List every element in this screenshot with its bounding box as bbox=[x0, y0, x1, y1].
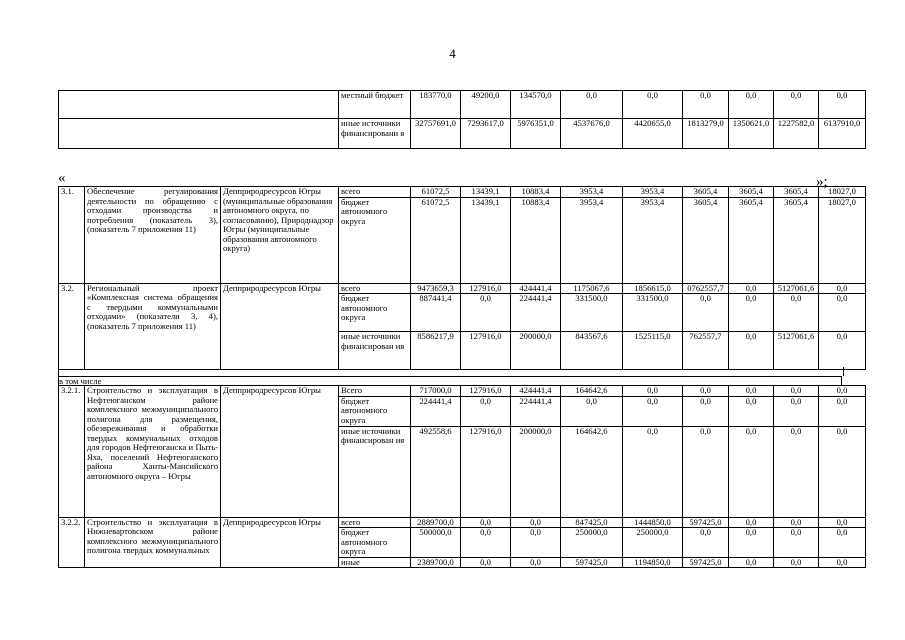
value-cell: 0,0 bbox=[461, 517, 511, 528]
table-row bbox=[59, 517, 866, 528]
value-cell: 0,0 bbox=[774, 91, 819, 119]
value-cell: 1350621,0 bbox=[729, 119, 774, 149]
value-cell: 0,0 bbox=[683, 386, 729, 397]
source-cell: Всего bbox=[339, 386, 411, 397]
value-cell: 3953,4 bbox=[561, 187, 623, 198]
value-cell: 0,0 bbox=[683, 528, 729, 558]
value-cell: 0,0 bbox=[819, 91, 866, 119]
executor: Депприродресурсов Югры (муниципальные образования автономного округа, по согласованию), Природнадзор Югры (муниципальные образования автономного округа) bbox=[221, 187, 339, 284]
value-cell: 331500,0 bbox=[561, 294, 623, 332]
value-cell: 250000,0 bbox=[623, 528, 683, 558]
value-cell: 1813279,0 bbox=[683, 119, 729, 149]
value-cell: 0,0 bbox=[623, 396, 683, 426]
value-cell: 0,0 bbox=[819, 517, 866, 528]
value-cell: 597425,0 bbox=[561, 557, 623, 568]
closing-quote: »; bbox=[816, 174, 828, 190]
table-row bbox=[59, 386, 866, 397]
executor: Депприродресурсов Югры bbox=[221, 283, 339, 370]
value-cell: 200000,0 bbox=[511, 426, 561, 517]
measure-name: Строительство и эксплуатация в Нижневартовском районе комплексного межмуниципального полигона твердых коммунальных bbox=[85, 517, 221, 568]
value-cell: 0,0 bbox=[819, 426, 866, 517]
value-cell: 717000,0 bbox=[411, 386, 461, 397]
value-cell: 0,0 bbox=[774, 517, 819, 528]
value-cell: 0,0 bbox=[774, 396, 819, 426]
value-cell: 18027,0 bbox=[819, 197, 866, 283]
value-cell: 1227582,0 bbox=[774, 119, 819, 149]
value-cell: 2389700,0 bbox=[411, 557, 461, 568]
value-cell: 0,0 bbox=[774, 426, 819, 517]
value-cell: 0,0 bbox=[774, 386, 819, 397]
value-cell: 61072,5 bbox=[411, 187, 461, 198]
value-cell: 424441,4 bbox=[511, 386, 561, 397]
table-gap bbox=[58, 367, 844, 376]
value-cell: 3953,4 bbox=[561, 197, 623, 283]
value-cell: 0,0 bbox=[461, 294, 511, 332]
value-cell: 0,0 bbox=[561, 91, 623, 119]
value-cell: 0,0 bbox=[511, 528, 561, 558]
value-cell: 492558,6 bbox=[411, 426, 461, 517]
value-cell: 331500,0 bbox=[623, 294, 683, 332]
executor: Депприродресурсов Югры bbox=[221, 517, 339, 568]
value-cell: 2889700,0 bbox=[411, 517, 461, 528]
row-number: 3.2. bbox=[59, 283, 85, 370]
executor: Депприродресурсов Югры bbox=[221, 386, 339, 518]
source-cell: бюджет автономного округа bbox=[339, 528, 411, 558]
value-cell: 10883,4 bbox=[511, 197, 561, 283]
value-cell: 0,0 bbox=[819, 332, 866, 370]
blank-cell bbox=[59, 91, 339, 119]
value-cell: 424441,4 bbox=[511, 283, 561, 294]
value-cell: 0,0 bbox=[729, 294, 774, 332]
value-cell: 0,0 bbox=[729, 557, 774, 568]
source-cell: бюджет автономного округа bbox=[339, 396, 411, 426]
value-cell: 0,0 bbox=[461, 528, 511, 558]
value-cell: 0,0 bbox=[461, 557, 511, 568]
value-cell: 0,0 bbox=[623, 91, 683, 119]
source-cell: бюджет автономного округа bbox=[339, 197, 411, 283]
row-number: 3.1. bbox=[59, 187, 85, 284]
value-cell: 127916,0 bbox=[461, 386, 511, 397]
page-number: 4 bbox=[449, 46, 456, 61]
value-cell: 0,0 bbox=[819, 557, 866, 568]
source-cell: всего bbox=[339, 517, 411, 528]
value-cell: 0,0 bbox=[683, 426, 729, 517]
value-cell: 200000,0 bbox=[511, 332, 561, 370]
value-cell: 0,0 bbox=[819, 396, 866, 426]
measure-name: Строительство и эксплуатация в Нефтеюганском районе комплексного межмуниципального полигона для размещения, обезвреживания и обработки твердых коммунальных отходов для городов Нефтеюганска и Пыть-Яха, поселений Нефтеюганского района Ханты-Мансийского автономного округа – Югры bbox=[85, 386, 221, 518]
value-cell: 13439,1 bbox=[461, 197, 511, 283]
value-cell: 0,0 bbox=[774, 294, 819, 332]
value-cell: 134570,0 bbox=[511, 91, 561, 119]
source-cell: иные источники финансировани я bbox=[339, 119, 411, 149]
value-cell: 1194850,0 bbox=[623, 557, 683, 568]
measure-name: Обеспечение регулирования деятельности по обращению с отходами производства и потребления (показатель 3), (показатель 7 приложения 11) bbox=[85, 187, 221, 284]
value-cell: 7293617,0 bbox=[461, 119, 511, 149]
value-cell: 762557,7 bbox=[683, 332, 729, 370]
value-cell: 224441,4 bbox=[411, 396, 461, 426]
value-cell: 0,0 bbox=[819, 386, 866, 397]
value-cell: 49200,0 bbox=[461, 91, 511, 119]
source-cell: местный бюджет bbox=[339, 91, 411, 119]
row-number: 3.2.1. bbox=[59, 386, 85, 518]
value-cell: 0,0 bbox=[729, 396, 774, 426]
source-cell: всего bbox=[339, 283, 411, 294]
value-cell: 32757691,0 bbox=[411, 119, 461, 149]
value-cell: 4420655,0 bbox=[623, 119, 683, 149]
value-cell: 0,0 bbox=[511, 517, 561, 528]
value-cell: 0,0 bbox=[561, 396, 623, 426]
value-cell: 1856615,0 bbox=[623, 283, 683, 294]
source-cell: всего bbox=[339, 187, 411, 198]
value-cell: 843567,6 bbox=[561, 332, 623, 370]
including-label: в том числе bbox=[58, 376, 842, 385]
value-cell: 13439,1 bbox=[461, 187, 511, 198]
source-cell: иные bbox=[339, 557, 411, 568]
value-cell: 0,0 bbox=[683, 396, 729, 426]
measure-name: Региональный проект «Комплексная система обращения с твердыми коммунальными отходами» (показатели 3, 4), (показатель 7 приложения 11) bbox=[85, 283, 221, 370]
value-cell: 0,0 bbox=[461, 396, 511, 426]
value-cell: 0,0 bbox=[729, 426, 774, 517]
value-cell: 127916,0 bbox=[461, 283, 511, 294]
main-table-lower bbox=[58, 385, 866, 568]
value-cell: 0,0 bbox=[819, 283, 866, 294]
value-cell: 3605,4 bbox=[729, 197, 774, 283]
value-cell: 0,0 bbox=[623, 386, 683, 397]
value-cell: 0,0 bbox=[819, 294, 866, 332]
opening-quote: « bbox=[58, 170, 66, 186]
value-cell: 4537676,0 bbox=[561, 119, 623, 149]
value-cell: 0,0 bbox=[774, 528, 819, 558]
value-cell: 3953,4 bbox=[623, 187, 683, 198]
blank-cell bbox=[59, 119, 339, 149]
value-cell: 224441,4 bbox=[511, 396, 561, 426]
value-cell: 0,0 bbox=[623, 426, 683, 517]
value-cell: 8586217,9 bbox=[411, 332, 461, 370]
value-cell: 164642,6 bbox=[561, 386, 623, 397]
value-cell: 18027,0 bbox=[819, 187, 866, 198]
table-row bbox=[59, 187, 866, 198]
table-row bbox=[59, 283, 866, 294]
value-cell: 127916,0 bbox=[461, 332, 511, 370]
top-table bbox=[58, 90, 866, 149]
value-cell: 887441,4 bbox=[411, 294, 461, 332]
value-cell: 61072,5 bbox=[411, 197, 461, 283]
value-cell: 0,0 bbox=[729, 91, 774, 119]
value-cell: 9473659,3 bbox=[411, 283, 461, 294]
source-cell: иные источники финансирован ия bbox=[339, 426, 411, 517]
value-cell: 597425,0 bbox=[683, 557, 729, 568]
value-cell: 3605,4 bbox=[683, 187, 729, 198]
top-row-local-budget bbox=[59, 91, 866, 119]
value-cell: 1444850,0 bbox=[623, 517, 683, 528]
value-cell: 250000,0 bbox=[561, 528, 623, 558]
value-cell: 5127061,6 bbox=[774, 283, 819, 294]
value-cell: 10883,4 bbox=[511, 187, 561, 198]
value-cell: 0,0 bbox=[729, 332, 774, 370]
value-cell: 0,0 bbox=[774, 557, 819, 568]
value-cell: 127916,0 bbox=[461, 426, 511, 517]
value-cell: 500000,0 bbox=[411, 528, 461, 558]
value-cell: 847425,0 bbox=[561, 517, 623, 528]
value-cell: 224441,4 bbox=[511, 294, 561, 332]
value-cell: 0,0 bbox=[729, 528, 774, 558]
value-cell: 0,0 bbox=[729, 517, 774, 528]
source-cell: бюджет автономного округа bbox=[339, 294, 411, 332]
value-cell: 3605,4 bbox=[683, 197, 729, 283]
value-cell: 597425,0 bbox=[683, 517, 729, 528]
value-cell: 0762557,7 bbox=[683, 283, 729, 294]
value-cell: 3953,4 bbox=[623, 197, 683, 283]
value-cell: 0,0 bbox=[819, 528, 866, 558]
value-cell: 1175067,6 bbox=[561, 283, 623, 294]
value-cell: 0,0 bbox=[729, 283, 774, 294]
value-cell: 0,0 bbox=[683, 294, 729, 332]
value-cell: 183770,0 bbox=[411, 91, 461, 119]
value-cell: 0,0 bbox=[729, 386, 774, 397]
value-cell: 164642,6 bbox=[561, 426, 623, 517]
value-cell: 3605,4 bbox=[774, 197, 819, 283]
source-cell: иные источники финансирован ия bbox=[339, 332, 411, 370]
value-cell: 6137910,0 bbox=[819, 119, 866, 149]
value-cell: 3605,4 bbox=[774, 187, 819, 198]
value-cell: 5127061,6 bbox=[774, 332, 819, 370]
value-cell: 0,0 bbox=[683, 91, 729, 119]
row-number: 3.2.2. bbox=[59, 517, 85, 568]
value-cell: 3605,4 bbox=[729, 187, 774, 198]
value-cell: 1525115,0 bbox=[623, 332, 683, 370]
top-row-other-sources bbox=[59, 119, 866, 149]
main-table-upper bbox=[58, 186, 866, 370]
value-cell: 0,0 bbox=[511, 557, 561, 568]
value-cell: 5976351,0 bbox=[511, 119, 561, 149]
